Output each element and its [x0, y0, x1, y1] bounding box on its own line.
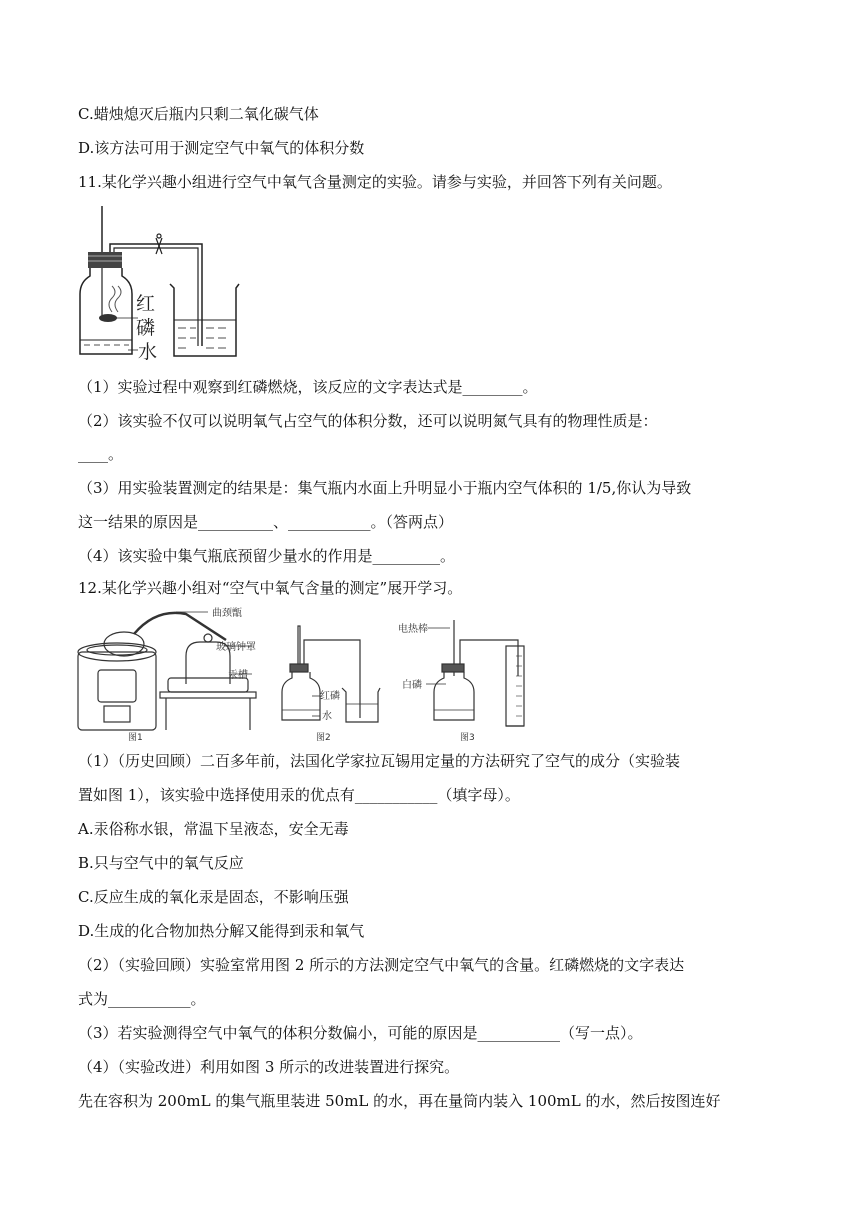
q12-part-2: （2）（实验回顾）实验室常用图 2 所示的方法测定空气中氧气的含量。红磷燃烧的文字表达: [78, 956, 685, 974]
option-c: C.蜡烛熄灭后瓶内只剩二氧化碳气体: [78, 105, 319, 123]
q11-part-2: （2）该实验不仅可以说明氧气占空气的体积分数，还可以说明氮气具有的物理性质是：: [78, 412, 658, 430]
fig3-bottle: [434, 672, 474, 720]
label-fig3: 图3: [460, 733, 475, 743]
label-water: 水: [138, 341, 158, 363]
q11-part-3: （3）用实验装置测定的结果是：集气瓶内水面上升明显小于瓶内空气体积的 1/5,你认为导致: [78, 479, 692, 497]
q11-apparatus-figure: [76, 204, 246, 366]
rubber-stopper: [88, 252, 122, 268]
label-fig2-water: 水: [322, 711, 332, 722]
q12-option-a: A.汞俗称水银，常温下呈液态，安全无毒: [78, 820, 349, 838]
label-red-phosphorus-1: 红: [136, 293, 156, 315]
label-red-phosphorus-2: 磷: [136, 317, 156, 339]
q11-part-1: （1）实验过程中观察到红磷燃烧，该反应的文字表达式是________。: [78, 378, 538, 396]
q11-part-4: （4）该实验中集气瓶底预留少量水的作用是_________。: [78, 547, 456, 565]
label-trough: 汞槽: [228, 670, 248, 681]
q12-part-1-cont: 置如图 1），该实验中选择使用汞的优点有___________（填字母）。: [78, 786, 520, 804]
q12-option-c: C.反应生成的氧化汞是固态，不影响压强: [78, 888, 349, 906]
question-11-stem: 11.某化学兴趣小组进行空气中氧气含量测定的实验。请参与实验，并回答下列有关问题。: [78, 173, 672, 191]
delivery-tube: [110, 244, 202, 346]
option-d: D.该方法可用于测定空气中氧气的体积分数: [78, 139, 365, 157]
furnace: [78, 652, 156, 730]
label-bell-jar: 玻璃钟罩: [216, 642, 256, 653]
label-white-phosphorus: 白磷: [402, 680, 422, 691]
q12-apparatus-figures: [76, 606, 536, 746]
q12-option-d: D.生成的化合物加热分解又能得到汞和氧气: [78, 922, 365, 940]
red-phosphorus-spoon: [99, 314, 117, 322]
label-heating-rod: 电热棒: [398, 624, 428, 635]
q12-part-2-cont: 式为___________。: [78, 990, 206, 1008]
q12-part-1: （1）（历史回顾）二百多年前，法国化学家拉瓦锡用定量的方法研究了空气的成分（实验装: [78, 752, 681, 770]
q11-part-2-blank: ____。: [78, 445, 124, 463]
label-fig2-red-phosphorus: 红磷: [320, 691, 340, 702]
question-12-stem: 12.某化学兴趣小组对“空气中氧气含量的测定”展开学习。: [78, 579, 463, 597]
label-fig2: 图2: [316, 733, 331, 743]
q12-option-b: B.只与空气中的氧气反应: [78, 854, 244, 872]
label-fig1: 图1: [128, 733, 143, 743]
q11-part-3-cont: 这一结果的原因是__________、___________。（答两点）: [78, 513, 454, 531]
fig2-beaker: [342, 688, 380, 722]
label-retort: 曲颈甑: [212, 608, 242, 619]
gas-collecting-bottle: [80, 268, 132, 354]
q12-part-4: （4）（实验改进）利用如图 3 所示的改进装置进行探究。: [78, 1058, 460, 1076]
q12-part-3: （3）若实验测得空气中氧气的体积分数偏小，可能的原因是___________（写一点）。: [78, 1024, 643, 1042]
q12-part-4-cont: 先在容积为 200mL 的集气瓶里装进 50mL 的水，再在量筒内装入 100mL 的水，然后按图连好: [78, 1092, 721, 1110]
